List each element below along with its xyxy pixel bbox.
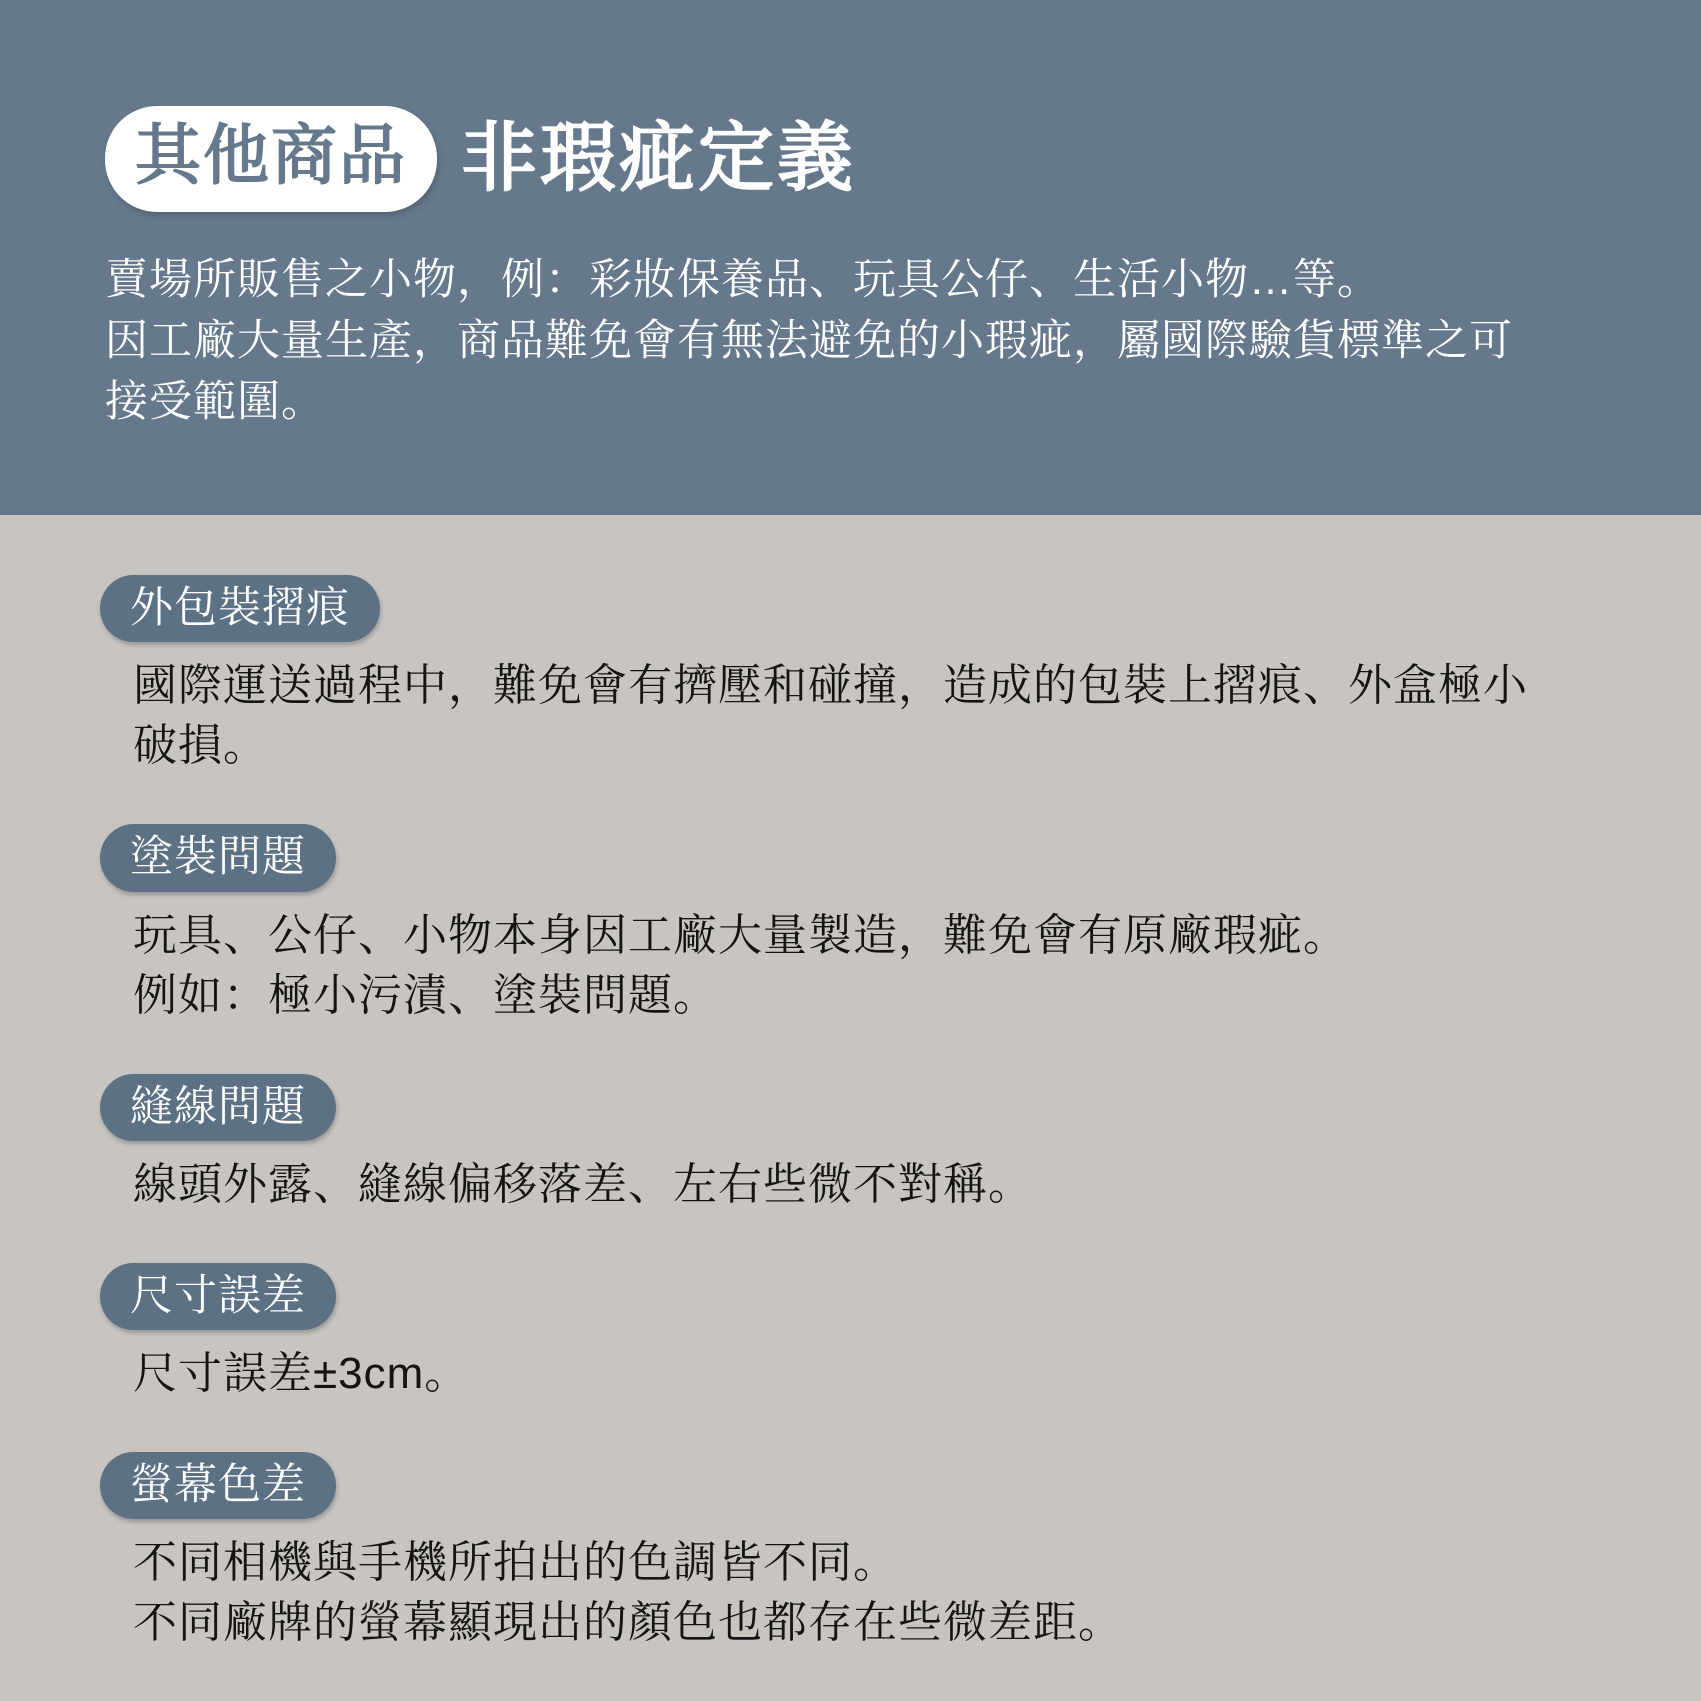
section-text-line: 線頭外露、縫線偏移落差、左右些微不對稱。 <box>133 1159 1033 1209</box>
section-badge <box>100 1263 336 1330</box>
section-badge-label: 縫線問題 <box>130 1082 306 1131</box>
section-badge <box>100 1452 336 1519</box>
description-line: 接受範圍。 <box>105 378 325 426</box>
section-text-line: 不同廠牌的螢幕顯現出的顏色也都存在些微差距。 <box>133 1598 1123 1648</box>
section-body <box>133 1155 1611 1215</box>
section-size-tolerance <box>100 1263 1611 1404</box>
section-body <box>133 1533 1611 1653</box>
section-badge-label: 尺寸誤差 <box>130 1271 306 1320</box>
category-badge-label: 其他商品 <box>135 120 407 193</box>
section-badge <box>100 824 336 891</box>
section-text-line: 例如：極小污漬、塗裝問題。 <box>133 970 718 1020</box>
section-text-line: 國際運送過程中，難免會有擠壓和碰撞，造成的包裝上摺痕、外盒極小 <box>133 661 1528 711</box>
header-description <box>105 250 1606 433</box>
title-row <box>105 106 1606 212</box>
section-packaging-crease <box>100 575 1611 776</box>
section-screen-color-difference <box>100 1452 1611 1653</box>
section-body <box>133 656 1611 776</box>
section-text-line: 玩具、公仔、小物本身因工廠大量製造，難免會有原廠瑕疵。 <box>133 910 1348 960</box>
section-badge <box>100 1074 336 1141</box>
header <box>0 0 1701 515</box>
section-body <box>133 906 1611 1026</box>
description-line: 因工廠大量生產，商品難免會有無法避免的小瑕疵，屬國際驗貨標準之可 <box>105 317 1513 365</box>
section-badge <box>100 575 380 642</box>
section-paint-issue <box>100 824 1611 1025</box>
section-text-line: 尺寸誤差±3cm。 <box>133 1349 470 1399</box>
page-title: 非瑕疵定義 <box>461 117 856 201</box>
section-badge-label: 外包裝摺痕 <box>130 584 350 632</box>
content <box>0 515 1701 1653</box>
description-line: 賣場所販售之小物，例：彩妝保養品、玩具公仔、生活小物…等。 <box>105 256 1381 304</box>
section-text-line: 破損。 <box>133 721 268 771</box>
section-body <box>133 1344 1611 1404</box>
section-badge-label: 塗裝問題 <box>130 833 306 882</box>
category-badge <box>105 106 437 212</box>
section-badge-label: 螢幕色差 <box>130 1461 306 1510</box>
section-text-line: 不同相機與手機所拍出的色調皆不同。 <box>133 1538 898 1588</box>
section-stitching-issue <box>100 1074 1611 1215</box>
